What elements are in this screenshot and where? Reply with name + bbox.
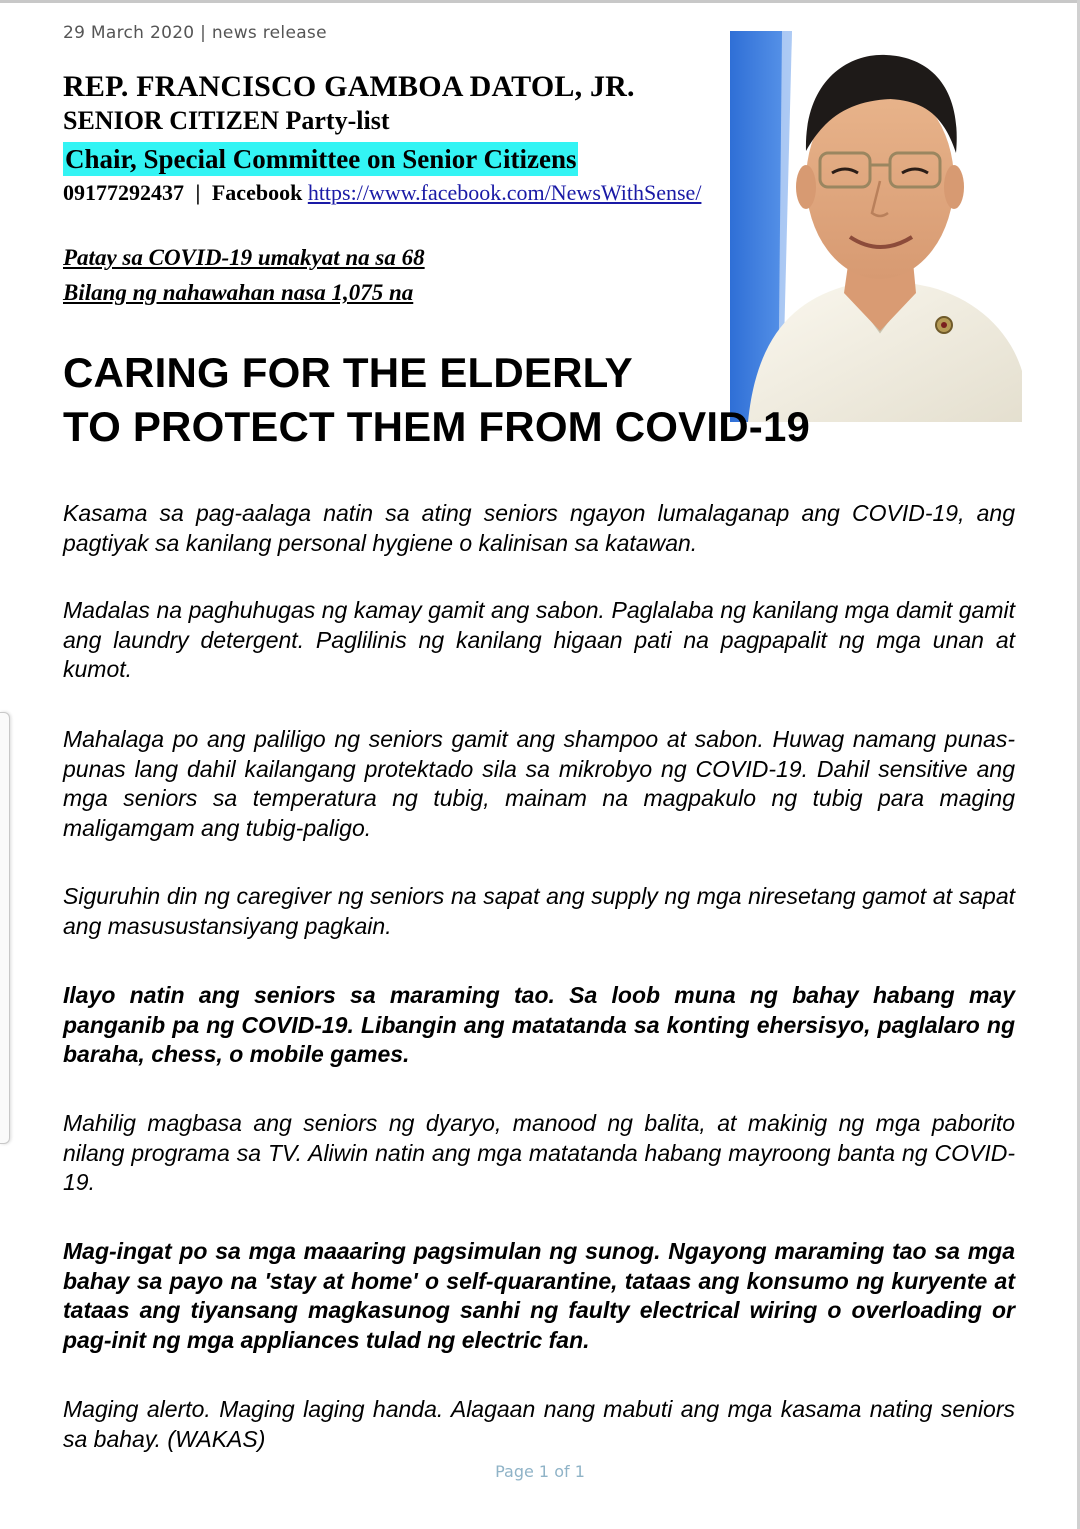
paragraph-closing: Maging alerto. Maging laging handa. Alagaan nang mabuti ang mga kasama nating seniors sa bahay. (WAKAS) [63,1396,1015,1452]
subhead-cases: Bilang ng nahawahan nasa 1,075 na [63,280,414,305]
page-number: Page 1 of 1 [495,1462,585,1481]
dateline: 29 March 2020 | news release [63,23,327,43]
side-scroll-handle[interactable] [0,712,10,1144]
party-list: SENIOR CITIZEN Party-list [63,106,390,135]
headline-line-1: CARING FOR THE ELDERLY [63,349,633,396]
headline-line-2: TO PROTECT THEM FROM COVID-19 [63,403,811,450]
paragraph-medicine: Siguruhin din ng caregiver ng seniors na sapat ang supply ng mga niresetang gamot at sapat ang masusustansiyang pagkain. [63,883,1015,939]
subhead-deaths: Patay sa COVID-19 umakyat na sa 68 [63,245,425,270]
paragraph-distancing: Ilayo natin ang seniors sa maraming tao. Sa loob muna ng bahay habang may panganib pa ng COVID-19. Libangin ang matatanda sa konting ehersisyo, paglalaro ng baraha, chess, o mobile games. [63,982,1015,1067]
representative-name: REP. FRANCISCO GAMBOA DATOL, JR. [63,70,635,103]
phone-number: 09177292437 [63,180,184,205]
paragraph-hygiene: Kasama sa pag-aalaga natin sa ating seniors ngayon lumalaganap ang COVID-19, ang pagtiyak sa kanilang personal hygiene o kalinisan sa katawan. [63,500,1015,556]
contact-separator: | [195,180,201,205]
paragraph-entertainment: Mahilig magbasa ang seniors ng dyaryo, manood ng balita, at makinig ng mga paborito nilang programa sa TV. Aliwin natin ang mga matatanda habang mayroong banta ng COVID-19. [63,1110,1015,1195]
paragraph-bathing: Mahalaga po ang paliligo ng seniors gamit ang shampoo at sabon. Huwag namang punas-punas lang dahil kailangang protektado sila sa mikrobyo ng COVID-19. Dahil sensitive ang mga seniors sa temperatura ng tubig, mainam na magpakulo ng tubig para maging maligamgam ang tubig-paligo. [63,726,1015,841]
paragraph-fire-safety: Mag-ingat po sa mga maaaring pagsimulan ng sunog. Ngayong maraming tao sa mga bahay sa payo na 'stay at home' o self-quarantine, tataas ang konsumo ng kuryente at tataas ang tiyansang magkasunog sanhi ng faulty electrical wiring o overloading or pag-init ng mga appliances tulad ng electric fan. [63,1238,1015,1353]
committee-chair-title: Chair, Special Committee on Senior Citizens [65,144,577,174]
page-top-border [0,0,1080,3]
contact-line [63,180,701,206]
paragraph-washing: Madalas na paghuhugas ng kamay gamit ang sabon. Paglalaba ng kanilang mga damit gamit ang laundry detergent. Paglilinis ng kanilang higaan pati na pagpapalit ng mga unan at kumot. [63,597,1015,682]
facebook-link[interactable]: https://www.facebook.com/NewsWithSense/ [307,180,702,205]
facebook-label: Facebook [211,180,303,205]
headline [63,346,810,454]
